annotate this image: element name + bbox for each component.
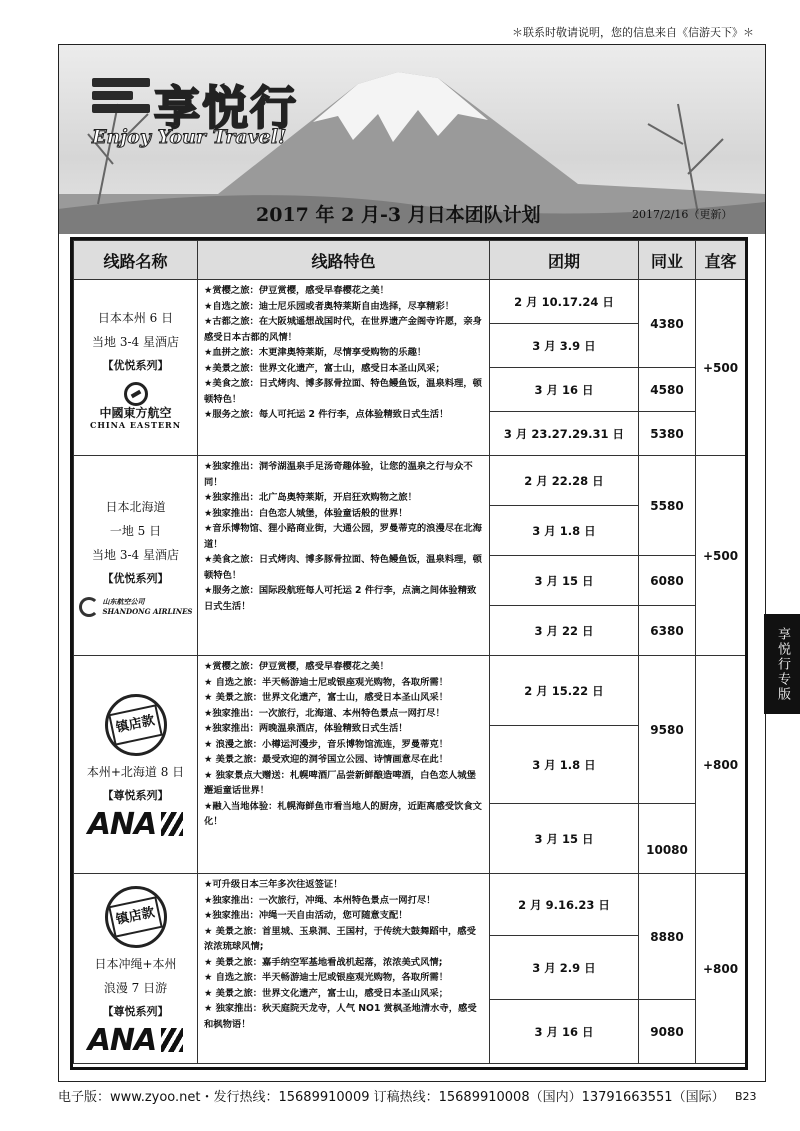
route-name: 日本本州 6 日 — [97, 310, 174, 325]
feature-item: ★ 美景之旅：最受欢迎的洞爷国立公园、诗情画意尽在此！ — [204, 754, 448, 765]
date-cell: 3 月 15 日 — [490, 556, 639, 606]
feature-item: ★ 浪漫之旅：小樽运河漫步，音乐博物馆流连，罗曼蒂克！ — [204, 738, 448, 750]
page-title: 2017 年 2 月-3 月日本团队计划 — [256, 204, 541, 226]
table-row — [74, 280, 746, 324]
feature-item: ★ 美景之旅：世界文化遗产，富士山，感受日本圣山风采！ — [204, 692, 448, 703]
retail-extra: +500 — [696, 456, 746, 656]
route-features — [198, 656, 490, 874]
ana-logo: ANA — [74, 808, 197, 842]
table-row — [74, 656, 746, 726]
featured-stamp-icon — [105, 694, 167, 756]
feature-item: ★ 美景之旅：世界文化遗产，富士山，感受日本圣山风采； — [204, 987, 448, 999]
route-hotel: 当地 3-4 星酒店 — [92, 334, 179, 349]
feature-item: ★独家推出：一次旅行，冲绳、本州特色景点一网打尽！ — [204, 894, 436, 906]
price-cell: 5380 — [639, 412, 696, 456]
date-cell: 2 月 10.17.24 日 — [490, 280, 639, 324]
route-name: 日本冲绳+本州 — [94, 956, 177, 971]
airline-cn: 中國東方航空 — [99, 405, 172, 420]
airline-cn: 山东航空公司 — [102, 596, 145, 606]
ana-logo: ANA — [74, 1024, 197, 1058]
route-hotel: 当地 3-4 星酒店 — [92, 547, 179, 562]
retail-extra: +500 — [696, 280, 746, 456]
feature-item: ★独家推出：一次旅行，北海道、本州特色景点一网打尽！ — [204, 707, 445, 719]
table-header — [74, 241, 746, 280]
shandong-airlines-logo — [74, 597, 197, 617]
date-cell: 3 月 15 日 — [490, 804, 639, 874]
route-series: 【尊悦系列】 — [102, 1004, 169, 1018]
header-dates: 团期 — [490, 241, 639, 280]
price-cell: 9580 — [639, 656, 696, 804]
route-name: 本州+北海道 8 日 — [86, 764, 185, 779]
price-cell: 4580 — [639, 368, 696, 412]
china-eastern-logo — [74, 382, 197, 430]
retail-extra: +800 — [696, 656, 746, 874]
header-route: 线路名称 — [74, 241, 198, 280]
feature-item: ★服务之旅：国际段航班每人可托运 2 件行李，点滴之间体验精致日式生活！ — [204, 585, 477, 612]
price-cell: 5580 — [639, 456, 696, 556]
date-cell: 3 月 1.8 日 — [490, 726, 639, 804]
tour-table — [70, 237, 748, 1070]
route-name: 日本北海道 — [105, 499, 166, 514]
feature-item: ★ 独家推出：秋天庭院天龙寺，人气 NO1 赏枫圣地清水寺，感受和枫物语！ — [204, 1003, 477, 1030]
price-cell: 8880 — [639, 874, 696, 1000]
feature-item: ★音乐博物馆、狸小路商业街，大通公园，罗曼蒂克的浪漫尽在北海道！ — [204, 523, 482, 550]
price-cell: 10080 — [639, 804, 696, 874]
feature-item: ★自选之旅：迪士尼乐园或者奥特莱斯自由选择，尽享精彩！ — [204, 300, 455, 312]
feature-item: ★血拼之旅：木更津奥特莱斯，尽情享受购物的乐趣！ — [204, 347, 427, 358]
brand-slogan: Enjoy Your Travel! — [92, 126, 287, 148]
update-date: 2017/2/16（更新） — [632, 208, 733, 221]
feature-item: ★可升级日本三年多次往返签证！ — [204, 879, 343, 890]
feature-item: ★ 美景之旅：首里城、玉泉洞、王国村，于传统大鼓舞蹈中，感受浓浓琉球风情; — [204, 925, 476, 952]
date-cell: 3 月 23.27.29.31 日 — [490, 412, 639, 456]
feature-item: ★ 自选之旅：半天畅游迪士尼或银座观光购物，各取所需！ — [204, 972, 448, 983]
feature-item: ★独家推出：洞爷湖温泉手足汤奇趣体验，让您的温泉之行与众不同！ — [204, 461, 473, 488]
route-features — [198, 456, 490, 656]
stamp-label: 镇店款 — [108, 896, 163, 937]
feature-item: ★美食之旅：日式烤肉、博多豚骨拉面、特色鳗鱼饭，温泉料理，顿顿特色！ — [204, 378, 482, 405]
route-days: 浪漫 7 日游 — [103, 980, 168, 995]
feature-item: ★赏樱之旅：伊豆赏樱，感受早春樱花之美！ — [204, 285, 389, 296]
price-cell: 9080 — [639, 1000, 696, 1064]
route-features — [198, 280, 490, 456]
date-cell: 3 月 3.9 日 — [490, 324, 639, 368]
route-features — [198, 874, 490, 1064]
date-cell: 3 月 16 日 — [490, 368, 639, 412]
route-name-cell — [74, 874, 198, 1064]
price-cell: 6380 — [639, 606, 696, 656]
feature-item: ★独家推出：白色恋人城堡，体验童话般的世界！ — [204, 507, 408, 519]
date-cell: 3 月 22 日 — [490, 606, 639, 656]
airline-icon — [79, 597, 99, 617]
airline-en: SHANDONG AIRLINES — [102, 606, 193, 616]
price-cell: 6080 — [639, 556, 696, 606]
date-cell: 2 月 22.28 日 — [490, 456, 639, 506]
header-retail: 直客 — [696, 241, 746, 280]
feature-item: ★美食之旅：日式烤肉、博多豚骨拉面、特色鳗鱼饭，温泉料理，顿顿特色！ — [204, 554, 482, 581]
table-row — [74, 874, 746, 936]
footer-contact: 电子版：www.zyoo.net・发行热线：15689910009 订稿热线：15689910008（国内）13791663551（国际） — [58, 1090, 725, 1105]
table-row — [74, 456, 746, 506]
stamp-label: 镇店款 — [108, 704, 163, 745]
page-number: B23 — [735, 1090, 757, 1103]
route-days: 一地 5 日 — [109, 523, 162, 538]
route-name-cell — [74, 456, 198, 656]
feature-item: ★ 独家景点大赠送：札幌啤酒厂品尝新鲜酿造啤酒，白色恋人城堡邂逅童话世界！ — [204, 769, 476, 796]
date-cell: 3 月 1.8 日 — [490, 506, 639, 556]
feature-item: ★独家推出：冲绳一天自由活动，您可随意支配！ — [204, 910, 408, 921]
date-cell: 2 月 15.22 日 — [490, 656, 639, 726]
feature-item: ★服务之旅：每人可托运 2 件行李，点体验精致日式生活！ — [204, 409, 449, 420]
feature-item: ★融入当地体验：札幌海鲜鱼市看当地人的厨房，近距离感受饮食文化！ — [204, 800, 482, 827]
date-cell: 2 月 9.16.23 日 — [490, 874, 639, 936]
feature-item: ★独家推出：两晚温泉酒店，体验精致日式生活！ — [204, 723, 408, 734]
price-cell: 4380 — [639, 280, 696, 368]
feature-item: ★美景之旅：世界文化遗产，富士山，感受日本圣山风采； — [204, 362, 445, 374]
route-name-cell — [74, 656, 198, 874]
header-features: 线路特色 — [198, 241, 490, 280]
retail-extra: +800 — [696, 874, 746, 1064]
airline-icon — [124, 382, 148, 406]
route-series: 【优悦系列】 — [102, 571, 169, 585]
featured-stamp-icon — [105, 886, 167, 948]
feature-item: ★赏樱之旅：伊豆赏樱，感受早春樱花之美！ — [204, 661, 389, 672]
feature-item: ★ 美景之旅：嘉手纳空军基地看战机起落，浓浓美式风情; — [204, 956, 443, 968]
feature-item: ★古都之旅：在大阪城遥想战国时代，在世界遗产金阁寺许愿，亲身感受日本古都的风情！ — [204, 316, 482, 343]
date-cell: 3 月 2.9 日 — [490, 936, 639, 1000]
top-note: ＊联系时敬请说明，您的信息来自《信游天下》＊ — [512, 26, 754, 39]
feature-item: ★独家推出：北广岛奥特莱斯，开启狂欢购物之旅！ — [204, 492, 417, 503]
feature-item: ★ 自选之旅：半天畅游迪士尼或银座观光购物，各取所需！ — [204, 676, 448, 688]
brand-name: 享悦行 — [154, 81, 298, 135]
route-series: 【尊悦系列】 — [102, 788, 169, 802]
header-trade-price: 同业 — [639, 241, 696, 280]
side-tab: 享悦行专版 — [764, 614, 800, 714]
airline-en: CHINA EASTERN — [89, 419, 182, 430]
route-name-cell — [74, 280, 198, 456]
date-cell: 3 月 16 日 — [490, 1000, 639, 1064]
route-series: 【优悦系列】 — [102, 358, 169, 372]
